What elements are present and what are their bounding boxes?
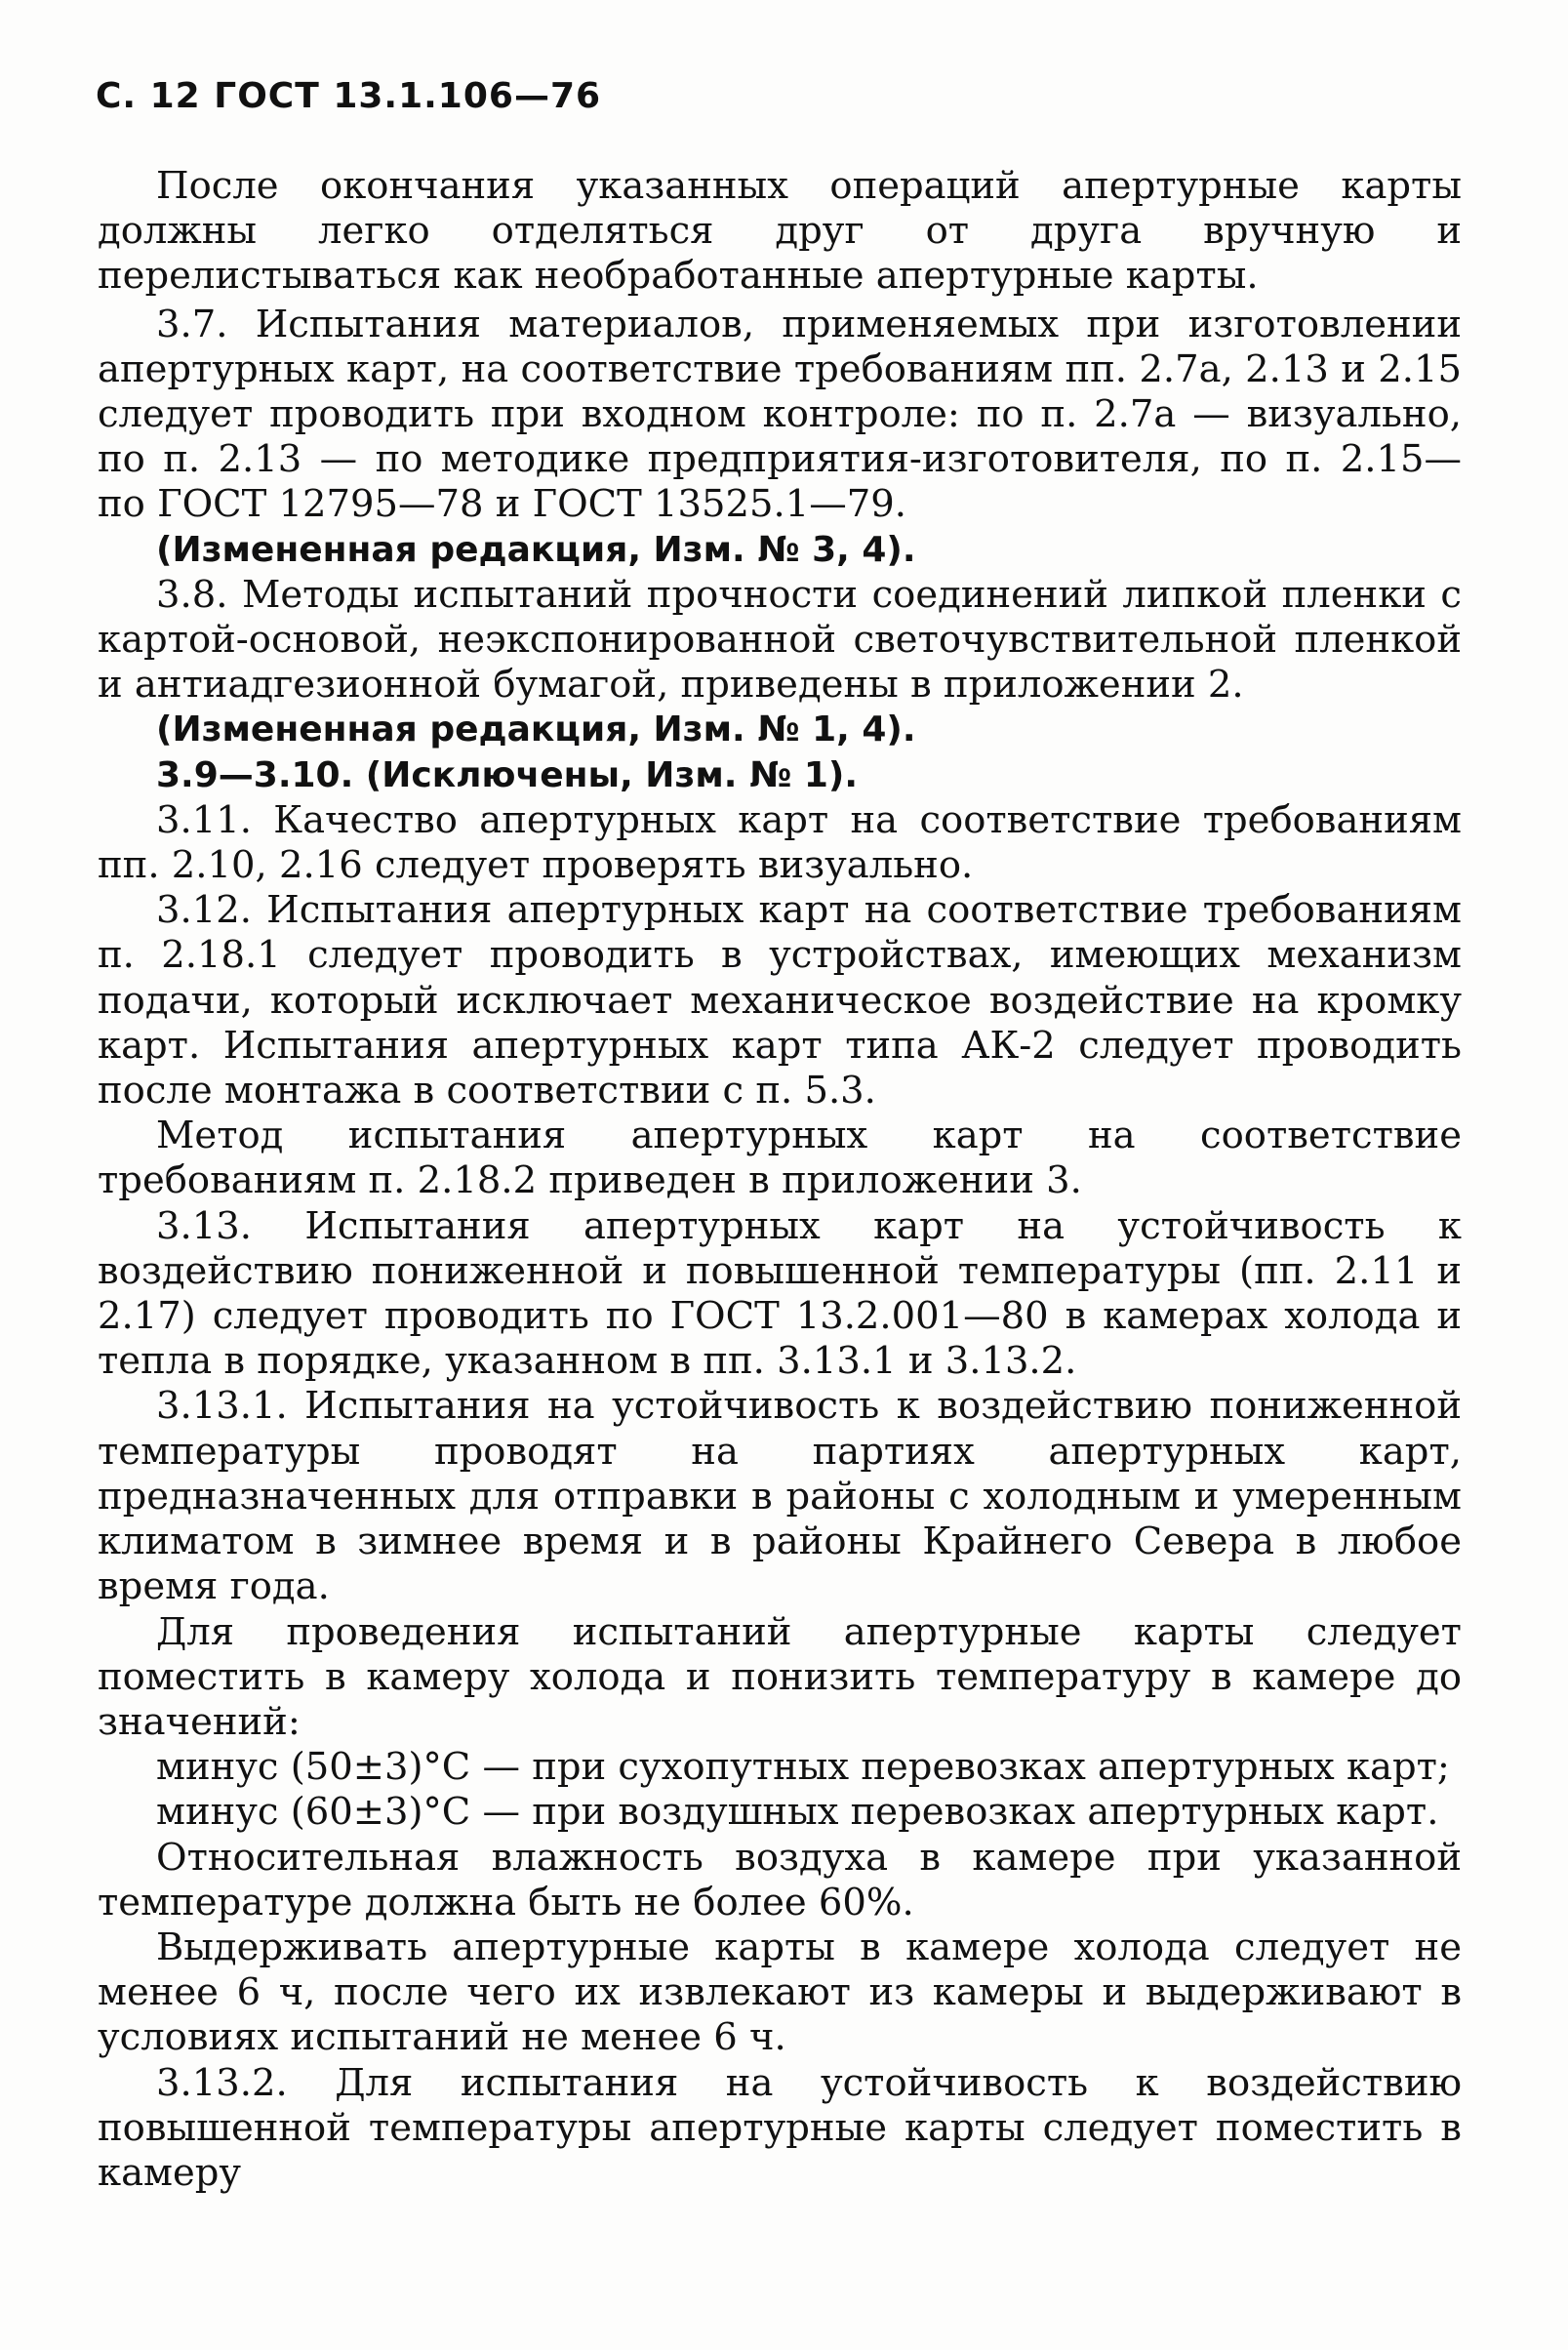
paragraph: 3.13.2. Для испытания на устойчивость к воздействию повышенной температуры апертурные карты следует поместить в камеру: [98, 2060, 1462, 2195]
paragraph: 3.12. Испытания апертурных карт на соответствие требованиям п. 2.18.1 следует проводить в устройствах, имеющих механизм подачи, который исключает механическое воздействие на кромку карт. Испытания апертурных карт типа АК-2 следует проводить после монтажа в соответствии с п. 5.3.: [98, 888, 1462, 1114]
paragraph: 3.13. Испытания апертурных карт на устойчивость к воздействию пониженной и повышенной температуры (пп. 2.11 и 2.17) следует проводить по ГОСТ 13.2.001—80 в камерах холода и тепла в порядке, указанном в пп. 3.13.1 и 3.13.2.: [98, 1203, 1462, 1384]
paragraph: 3.11. Качество апертурных карт на соответствие требованиям пп. 2.10, 2.16 следует проверять визуально.: [98, 797, 1462, 888]
paragraph: минус (60±3)°С — при воздушных перевозках апертурных карт.: [156, 1790, 1439, 1835]
paragraph: Выдерживать апертурные карты в камере холода следует не менее 6 ч, после чего их извлекают из камеры и выдерживают в условиях испытаний не менее 6 ч.: [98, 1925, 1462, 2060]
amendment-note: (Измененная редакция, Изм. № 3, 4).: [156, 529, 916, 570]
paragraph: Для проведения испытаний апертурные карты следует поместить в камеру холода и понизить температуру в камере до значений:: [98, 1609, 1462, 1744]
paragraph: 3.7. Испытания материалов, применяемых при изготовлении апертурных карт, на соответствие требованиям пп. 2.7а, 2.13 и 2.15 следует проводить при входном контроле: по п. 2.7а — визуально, по п. 2.13 — по методике предприятия-изготовителя, по п. 2.15— по ГОСТ 12795—78 и ГОСТ 13525.1—79.: [98, 302, 1462, 527]
paragraph: 3.8. Методы испытаний прочности соединений липкой пленки с картой-основой, неэкспонированной светочувствительной пленкой и антиадгезионной бумагой, приведены в приложении 2.: [98, 572, 1462, 708]
paragraph: Метод испытания апертурных карт на соответствие требованиям п. 2.18.2 приведен в приложении 3.: [98, 1114, 1462, 1203]
paragraph: минус (50±3)°С — при сухопутных перевозках апертурных карт;: [156, 1745, 1450, 1790]
paragraph: 3.13.1. Испытания на устойчивость к воздействию пониженной температуры проводят на партиях апертурных карт, предназначенных для отправки в районы с холодным и умеренным климатом в зимнее время и в районы Крайнего Севера в любое время года.: [98, 1384, 1462, 1609]
page-header: С. 12 ГОСТ 13.1.106—76: [96, 76, 602, 116]
paragraph: После окончания указанных операций апертурные карты должны легко отделяться друг от друга вручную и перелистываться как необработанные апертурные карты.: [98, 164, 1462, 299]
amendment-note: 3.9—3.10. (Исключены, Изм. № 1).: [156, 754, 858, 795]
amendment-note: (Измененная редакция, Изм. № 1, 4).: [156, 709, 916, 750]
page-content: [98, 164, 1462, 2196]
paragraph: Относительная влажность воздуха в камере при указанной температуре должна быть не более 60%.: [98, 1835, 1462, 1925]
